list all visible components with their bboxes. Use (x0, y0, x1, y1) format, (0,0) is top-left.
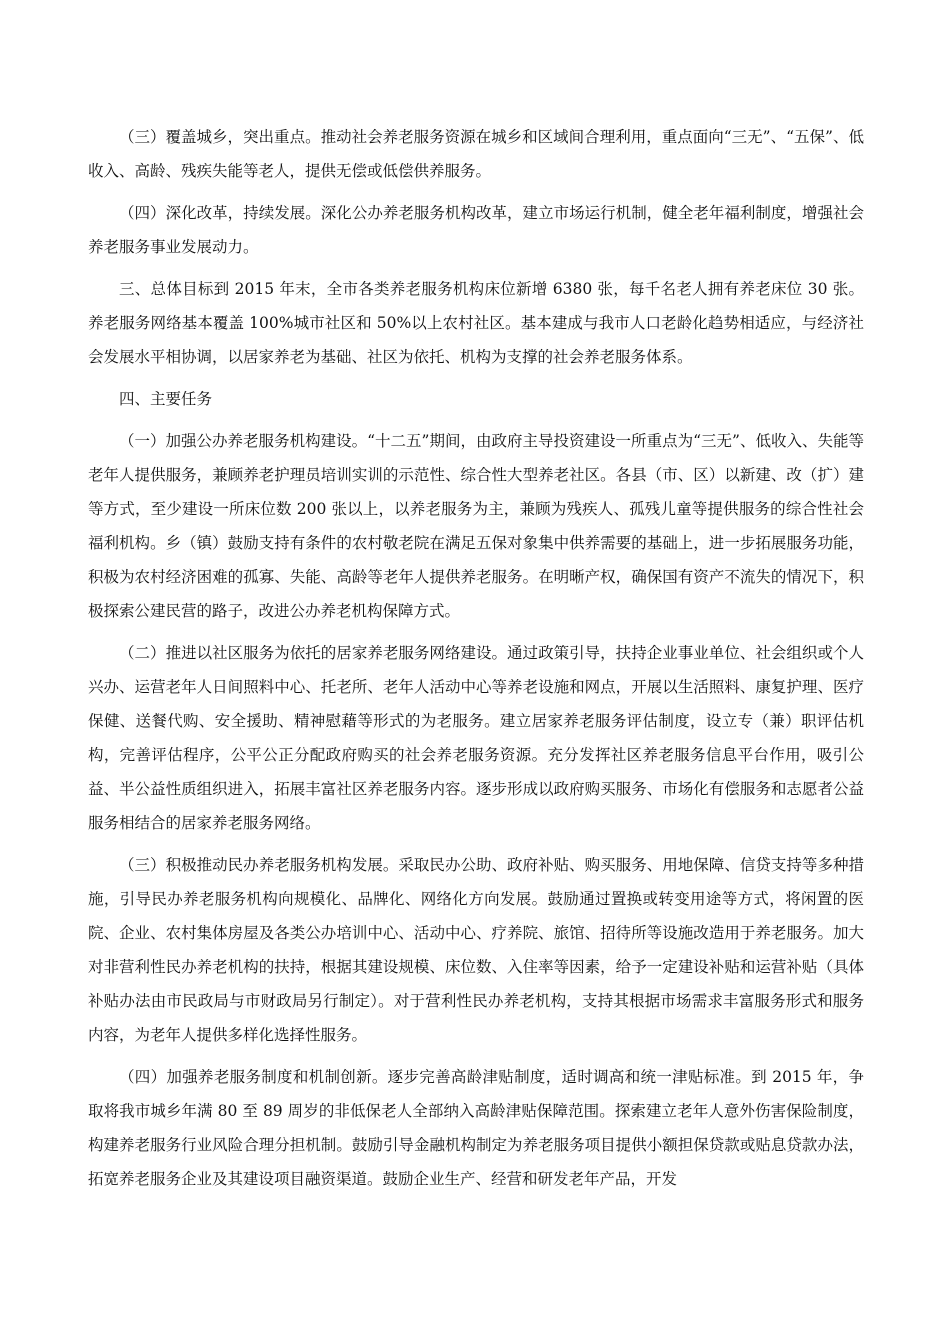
paragraph-task-community-network: （二）推进以社区服务为依托的居家养老服务网络建设。通过政策引导，扶持企业事业单位、社会组织或个人兴办、运营老年人日间照料中心、托老所、老年人活动中心等养老设施和网点，开展以生活照料、康复护理、医疗保健、送餐代购、安全援助、精神慰藉等形式的为老服务。建立居家养老服务评估制度，设立专（兼）职评估机构，完善评估程序，公平公正分配政府购买的社会养老服务资源。充分发挥社区养老服务信息平台作用，吸引公益、半公益性质组织进入，拓展丰富社区养老服务内容。逐步形成以政府购买服务、市场化有偿服务和志愿者公益服务相结合的居家养老服务网络。 (88, 644, 864, 832)
paragraph-task-public-institutions: （一）加强公办养老服务机构建设。“十二五”期间，由政府主导投资建设一所重点为“三无”、低收入、失能等老年人提供服务，兼顾养老护理员培训实训的示范性、综合性大型养老社区。各县（市、区）以新建、改（扩）建等方式，至少建设一所床位数 200 张以上，以养老服务为主，兼顾为残疾人、孤残儿童等提供服务的综合性社会福利机构。乡（镇）鼓励支持有条件的农村敬老院在满足五保对象集中供养需要的基础上，进一步拓展服务功能，积极为农村经济困难的孤寡、失能、高龄等老年人提供养老服务。在明晰产权，确保国有资产不流失的情况下，积极探索公建民营的路子，改进公办养老机构保障方式。 (88, 432, 864, 620)
paragraph-overall-goal: 三、总体目标到 2015 年末，全市各类养老服务机构床位新增 6380 张，每千名老人拥有养老床位 30 张。养老服务网络基本覆盖 100%城市社区和 50%以上农村社区。基本建成与我市人口老龄化趋势相适应，与经济社会发展水平相协调，以居家养老为基础、社区为依托、机构为支撑的社会养老服务体系。 (88, 280, 864, 366)
paragraph-coverage: （三）覆盖城乡，突出重点。推动社会养老服务资源在城乡和区域间合理利用，重点面向“三无”、“五保”、低收入、高龄、残疾失能等老人，提供无偿或低偿供养服务。 (88, 128, 864, 180)
paragraph-task-system-innovation: （四）加强养老服务制度和机制创新。逐步完善高龄津贴制度，适时调高和统一津贴标准。到 2015 年，争取将我市城乡年满 80 至 89 周岁的非低保老人全部纳入高龄津贴保障范围。探索建立老年人意外伤害保险制度，构建养老服务行业风险合理分担机制。鼓励引导金融机构制定为养老服务项目提供小额担保贷款或贴息贷款办法，拓宽养老服务企业及其建设项目融资渠道。鼓励企业生产、经营和研发老年产品，开发 (88, 1068, 864, 1188)
paragraph-task-private-institutions: （三）积极推动民办养老服务机构发展。采取民办公助、政府补贴、购买服务、用地保障、信贷支持等多种措施，引导民办养老服务机构向规模化、品牌化、网络化方向发展。鼓励通过置换或转变用途等方式，将闲置的医院、企业、农村集体房屋及各类公办培训中心、活动中心、疗养院、旅馆、招待所等设施改造用于养老服务。加大对非营利性民办养老机构的扶持，根据其建设规模、床位数、入住率等因素，给予一定建设补贴和运营补贴（具体补贴办法由市民政局与市财政局另行制定）。对于营利性民办养老机构，支持其根据市场需求丰富服务形式和服务内容，为老年人提供多样化选择性服务。 (88, 856, 864, 1044)
section-heading-main-tasks: 四、主要任务 (119, 390, 213, 408)
paragraph-reform: （四）深化改革，持续发展。深化公办养老服务机构改革，建立市场运行机制，健全老年福利制度，增强社会养老服务事业发展动力。 (88, 204, 864, 256)
document-body (88, 120, 864, 1204)
